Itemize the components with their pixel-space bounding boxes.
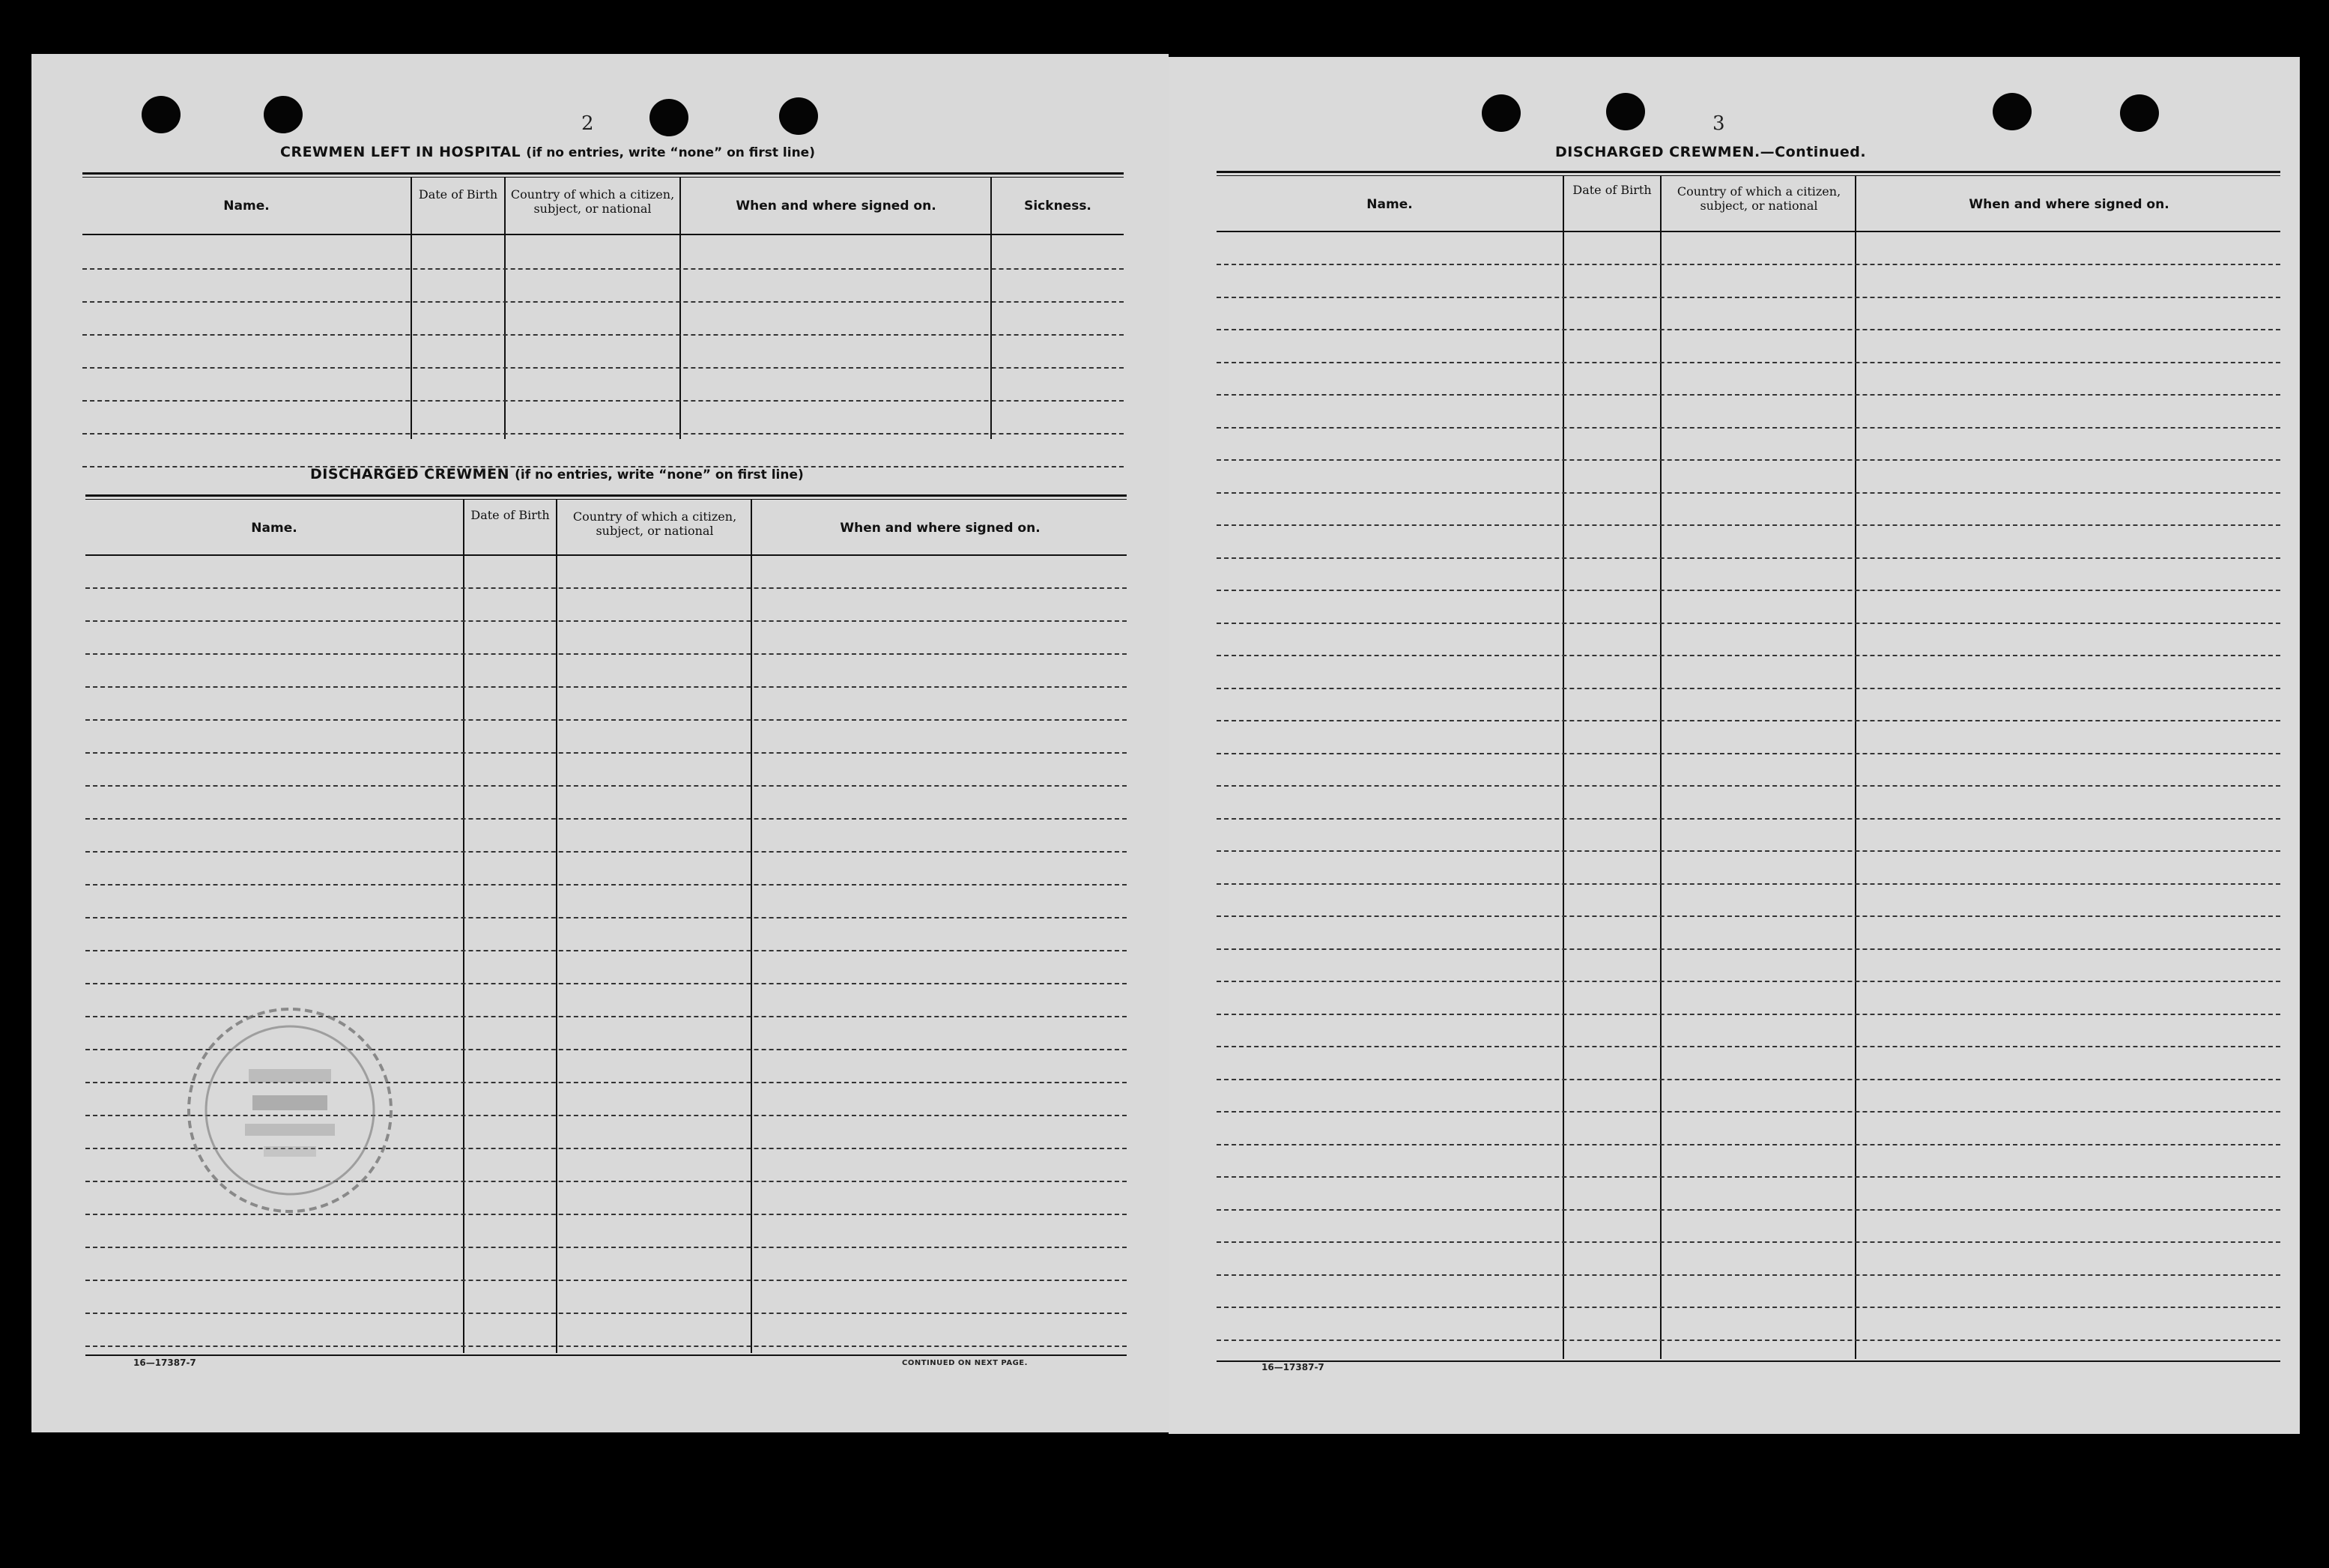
form-row-line bbox=[82, 400, 1124, 402]
form-row-line bbox=[1217, 785, 2280, 787]
form-row-line bbox=[85, 785, 1127, 787]
form-row-line bbox=[1217, 1274, 2280, 1276]
form-row-line bbox=[82, 433, 1124, 435]
form-row-line bbox=[85, 884, 1127, 886]
form-row-line bbox=[1217, 264, 2280, 265]
discharged-col-name: Name. bbox=[1366, 197, 1413, 212]
form-code: 16—17387-7 bbox=[133, 1357, 196, 1368]
form-row-line bbox=[1217, 394, 2280, 396]
hospital-col-country: Country of which a citizen, subject, or national bbox=[510, 187, 675, 216]
discharged-col-country: Country of which a citizen, subject, or national bbox=[572, 509, 737, 538]
hospital-section-title: CREWMEN LEFT IN HOSPITAL (if no entries, write “none” on first line) bbox=[280, 144, 815, 160]
discharged-section-title: DISCHARGED CREWMEN (if no entries, write “none” on first line) bbox=[310, 466, 804, 482]
form-row-line bbox=[1217, 459, 2280, 461]
discharged-table-right bbox=[1217, 171, 2280, 1414]
discharged-col-dob: Date of Birth bbox=[1572, 183, 1652, 197]
page-number: 3 bbox=[1712, 112, 1725, 135]
form-row-line bbox=[1217, 850, 2280, 852]
form-row-line bbox=[85, 1280, 1127, 1281]
hospital-table bbox=[82, 172, 1124, 496]
punch-hole-icon bbox=[649, 99, 688, 136]
form-row-line bbox=[85, 1313, 1127, 1314]
form-row-line bbox=[85, 686, 1127, 688]
form-row-line bbox=[1217, 1176, 2280, 1178]
form-row-line bbox=[85, 1247, 1127, 1248]
form-row-line bbox=[85, 719, 1127, 721]
form-row-line bbox=[1217, 427, 2280, 429]
form-row-line bbox=[1217, 753, 2280, 754]
form-row-line bbox=[85, 752, 1127, 754]
form-row-line bbox=[1217, 1209, 2280, 1211]
form-row-line bbox=[1217, 362, 2280, 363]
form-row-line bbox=[1217, 655, 2280, 656]
form-row-line bbox=[1217, 1014, 2280, 1015]
form-row-line bbox=[1217, 1307, 2280, 1308]
form-row-line bbox=[85, 653, 1127, 655]
discharged-col-signed-on: When and where signed on. bbox=[840, 521, 1041, 536]
form-row-line bbox=[1217, 1079, 2280, 1080]
punch-hole-icon bbox=[142, 96, 181, 133]
form-code: 16—17387-7 bbox=[1262, 1362, 1324, 1372]
form-row-line bbox=[1217, 818, 2280, 820]
punch-hole-icon bbox=[1606, 93, 1645, 130]
form-row-line bbox=[1217, 1111, 2280, 1113]
form-row-line bbox=[85, 818, 1127, 820]
form-row-line bbox=[1217, 720, 2280, 721]
form-row-line bbox=[1217, 492, 2280, 494]
form-row-line bbox=[82, 367, 1124, 369]
hospital-col-dob: Date of Birth bbox=[418, 187, 498, 202]
form-row-line bbox=[1217, 1144, 2280, 1145]
form-row-line bbox=[85, 851, 1127, 853]
form-row-line bbox=[1217, 688, 2280, 689]
punch-hole-icon bbox=[779, 97, 818, 135]
form-row-line bbox=[1217, 329, 2280, 330]
discharged-table-left bbox=[85, 494, 1127, 1408]
hospital-col-signed-on: When and where signed on. bbox=[736, 199, 936, 214]
form-row-line bbox=[85, 950, 1127, 951]
left-form-page bbox=[31, 54, 1169, 1432]
form-row-line bbox=[1217, 557, 2280, 559]
punch-hole-icon bbox=[2120, 94, 2159, 132]
form-row-line bbox=[1217, 1046, 2280, 1047]
form-row-line bbox=[1217, 524, 2280, 526]
hospital-col-name: Name. bbox=[223, 199, 270, 214]
form-row-line bbox=[82, 268, 1124, 270]
form-row-line bbox=[1217, 883, 2280, 885]
form-row-line bbox=[1217, 590, 2280, 591]
form-row-line bbox=[1217, 1340, 2280, 1341]
hospital-col-sickness: Sickness. bbox=[1024, 199, 1091, 214]
continued-note: CONTINUED ON NEXT PAGE. bbox=[902, 1359, 1028, 1367]
form-row-line bbox=[1217, 948, 2280, 950]
form-row-line bbox=[85, 587, 1127, 589]
discharged-col-dob: Date of Birth bbox=[470, 508, 550, 522]
punch-hole-icon bbox=[1482, 94, 1521, 132]
circular-immigration-stamp-icon bbox=[178, 998, 402, 1223]
punch-hole-icon bbox=[264, 96, 303, 133]
discharged-col-name: Name. bbox=[251, 521, 297, 536]
right-form-page bbox=[1169, 57, 2300, 1434]
form-row-line bbox=[1217, 915, 2280, 917]
form-row-line bbox=[85, 983, 1127, 984]
form-row-line bbox=[85, 1345, 1127, 1347]
form-row-line bbox=[1217, 623, 2280, 624]
form-row-line bbox=[82, 334, 1124, 336]
discharged-col-signed-on: When and where signed on. bbox=[1969, 197, 2169, 212]
form-row-line bbox=[1217, 1241, 2280, 1243]
discharged-col-country: Country of which a citizen, subject, or national bbox=[1677, 184, 1841, 213]
form-row-line bbox=[82, 301, 1124, 303]
form-row-line bbox=[1217, 981, 2280, 982]
form-row-line bbox=[85, 620, 1127, 622]
page-number: 2 bbox=[581, 112, 594, 135]
punch-hole-icon bbox=[1993, 93, 2032, 130]
discharged-continued-title: DISCHARGED CREWMEN.—Continued. bbox=[1555, 144, 1867, 160]
form-row-line bbox=[85, 917, 1127, 918]
form-row-line bbox=[1217, 297, 2280, 298]
